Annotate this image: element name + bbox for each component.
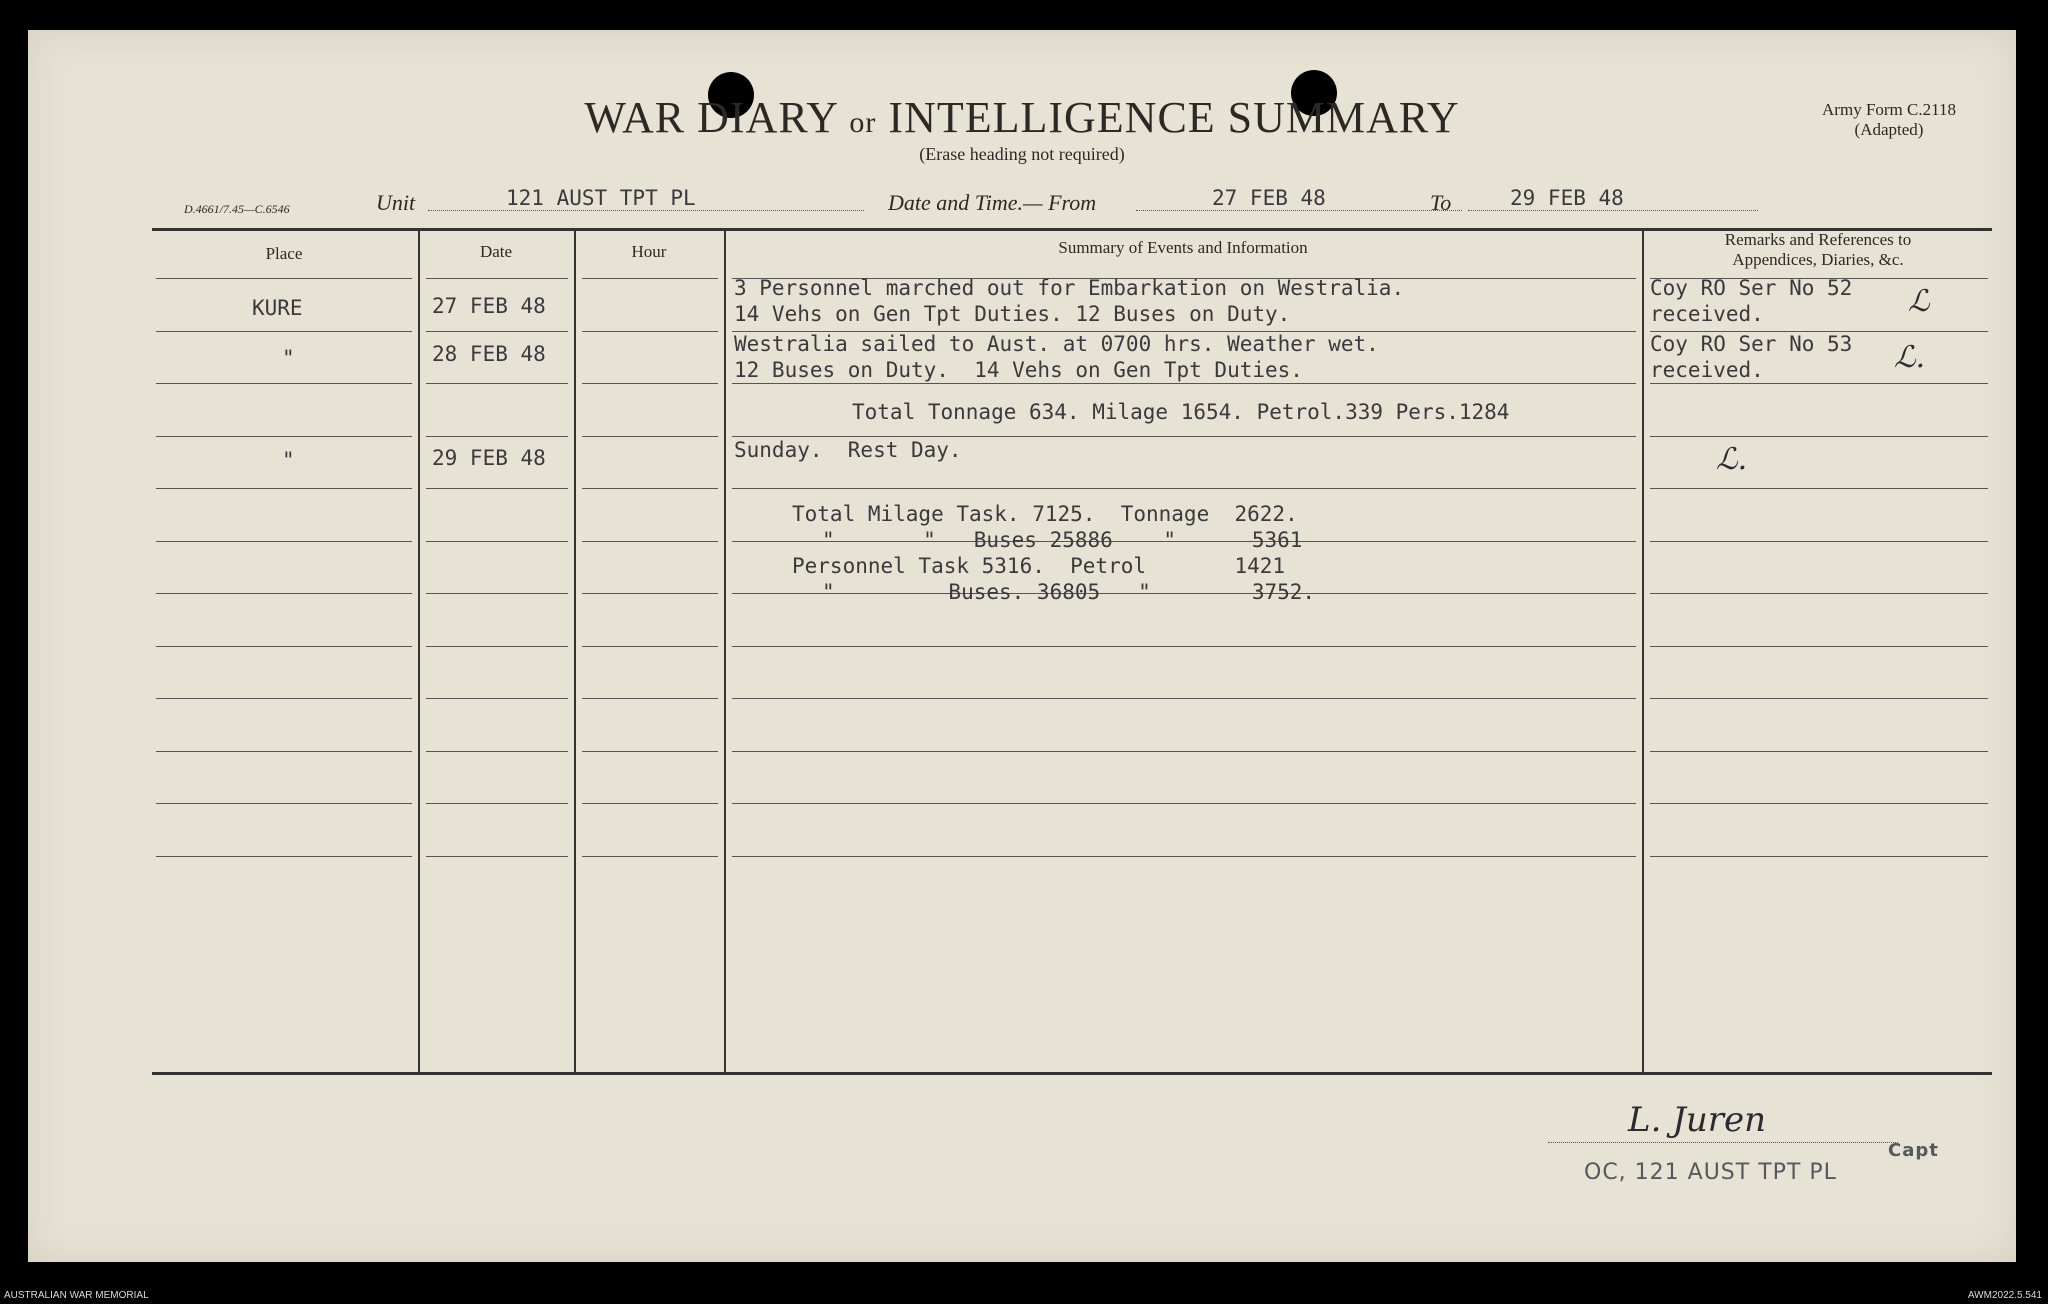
row-rule: [582, 803, 718, 804]
row-rule: [1650, 803, 1988, 804]
row-rule: [426, 856, 568, 857]
row-rule: [156, 803, 412, 804]
totals-line: " Buses. 36805 " 3752.: [822, 580, 1316, 604]
row-rule: [1650, 488, 1988, 489]
row-rule: [426, 436, 568, 437]
row-rule: [582, 383, 718, 384]
army-form-number: Army Form C.2118: [1822, 100, 1956, 119]
title-war-diary: WAR DIARY: [584, 93, 838, 142]
table-bottom-rule: [152, 1072, 1992, 1075]
row-rule: [156, 383, 412, 384]
row-rule: [426, 383, 568, 384]
form-reference: D.4661/7.45—C.6546: [184, 202, 290, 216]
signature: L. Juren: [1628, 1100, 1766, 1140]
diary-page: [28, 30, 2016, 1262]
column-header-remarks: [1644, 230, 1992, 270]
row-rule: [1650, 383, 1988, 384]
row-rule: [426, 331, 568, 332]
row-rule: [582, 593, 718, 594]
row-rule: [582, 541, 718, 542]
entry-date: 29 FEB 48: [432, 446, 546, 470]
row-rule: [426, 803, 568, 804]
row-rule: [156, 751, 412, 752]
row-rule: [732, 856, 1636, 857]
title-intelligence-summary: INTELLIGENCE SUMMARY: [888, 93, 1460, 142]
row-rule: [732, 751, 1636, 752]
entry-place: KURE: [252, 296, 303, 320]
entry-date: 28 FEB 48: [432, 342, 546, 366]
entry-summary: Westralia sailed to Aust. at 0700 hrs. Weather wet.: [734, 332, 1379, 356]
initials-mark: ℒ.: [1716, 442, 1748, 477]
row-rule: [156, 278, 412, 279]
entry-place: ": [282, 346, 295, 370]
entry-remarks: received.: [1650, 302, 1764, 326]
totals-line: Personnel Task 5316. Petrol 1421: [792, 554, 1286, 578]
row-rule: [582, 488, 718, 489]
remarks-header-line-2: Appendices, Diaries, &c.: [1732, 250, 1904, 269]
totals-line: " " Buses 25886 " 5361: [822, 528, 1303, 552]
row-rule: [1650, 751, 1988, 752]
row-rule: [426, 751, 568, 752]
entry-summary: 3 Personnel marched out for Embarkation on Westralia.: [734, 276, 1405, 300]
row-rule: [156, 646, 412, 647]
row-rule: [156, 331, 412, 332]
column-divider: [724, 230, 726, 1072]
column-divider: [418, 230, 420, 1072]
to-value: 29 FEB 48: [1510, 186, 1624, 210]
row-rule: [1650, 856, 1988, 857]
row-rule: [732, 803, 1636, 804]
row-rule: [156, 856, 412, 857]
row-rule: [1650, 698, 1988, 699]
column-header-date: Date: [479, 242, 513, 261]
row-rule: [1650, 593, 1988, 594]
row-rule: [426, 698, 568, 699]
row-rule: [426, 541, 568, 542]
column-header-hour: Hour: [631, 242, 667, 261]
column-divider: [1642, 230, 1644, 1072]
from-value: 27 FEB 48: [1212, 186, 1326, 210]
entry-remarks: Coy RO Ser No 52: [1650, 276, 1853, 300]
row-rule: [582, 436, 718, 437]
entry-summary: Total Tonnage 634. Milage 1654. Petrol.339 Pers.1284: [852, 400, 1510, 424]
row-rule: [426, 593, 568, 594]
signature-rank: Capt: [1888, 1140, 1939, 1161]
row-rule: [426, 646, 568, 647]
date-time-label: Date and Time.— From: [888, 190, 1097, 215]
row-rule: [582, 331, 718, 332]
footer-archive: AUSTRALIAN WAR MEMORIAL: [4, 1290, 149, 1301]
row-rule: [156, 593, 412, 594]
unit-value: 121 AUST TPT PL: [506, 186, 696, 210]
row-rule: [156, 541, 412, 542]
row-rule: [732, 646, 1636, 647]
remarks-header-line-1: Remarks and References to: [1724, 230, 1912, 249]
column-header-place: Place: [265, 244, 303, 263]
row-rule: [732, 436, 1636, 437]
row-rule: [1650, 646, 1988, 647]
page-title: [28, 92, 2016, 143]
officer-stamp: OC, 121 AUST TPT PL: [1584, 1160, 1837, 1185]
subtitle: (Erase heading not required): [919, 144, 1125, 164]
unit-label: Unit: [376, 190, 416, 215]
entry-place: ": [282, 448, 295, 472]
from-dotted-line: [1136, 210, 1462, 211]
row-rule: [156, 436, 412, 437]
row-rule: [1650, 436, 1988, 437]
column-divider: [574, 230, 576, 1072]
row-rule: [582, 278, 718, 279]
row-rule: [582, 646, 718, 647]
title-or: or: [849, 106, 877, 139]
row-rule: [582, 751, 718, 752]
row-rule: [156, 698, 412, 699]
row-rule: [1650, 541, 1988, 542]
entry-summary: 14 Vehs on Gen Tpt Duties. 12 Buses on Duty.: [734, 302, 1291, 326]
row-rule: [426, 488, 568, 489]
row-rule: [732, 383, 1636, 384]
initials-mark: ℒ: [1908, 284, 1930, 319]
signature-dotted-line: [1548, 1142, 1898, 1143]
entry-remarks: received.: [1650, 358, 1764, 382]
entry-summary: Sunday. Rest Day.: [734, 438, 962, 462]
row-rule: [582, 856, 718, 857]
entry-summary: 12 Buses on Duty. 14 Vehs on Gen Tpt Duties.: [734, 358, 1303, 382]
to-label: To: [1430, 190, 1452, 215]
column-header-summary: Summary of Events and Information: [1058, 238, 1308, 257]
footer-accession: AWM2022.5.541: [1967, 1290, 2042, 1301]
entry-remarks: Coy RO Ser No 53: [1650, 332, 1853, 356]
row-rule: [426, 278, 568, 279]
row-rule: [582, 698, 718, 699]
entry-date: 27 FEB 48: [432, 294, 546, 318]
initials-mark: ℒ.: [1894, 340, 1926, 375]
army-form-adapted: (Adapted): [1854, 120, 1924, 139]
row-rule: [732, 488, 1636, 489]
row-rule: [156, 488, 412, 489]
unit-dotted-line: [428, 210, 864, 211]
to-dotted-line: [1468, 210, 1758, 211]
totals-line: Total Milage Task. 7125. Tonnage 2622.: [792, 502, 1298, 526]
army-form-label: [1822, 100, 1956, 140]
row-rule: [732, 698, 1636, 699]
